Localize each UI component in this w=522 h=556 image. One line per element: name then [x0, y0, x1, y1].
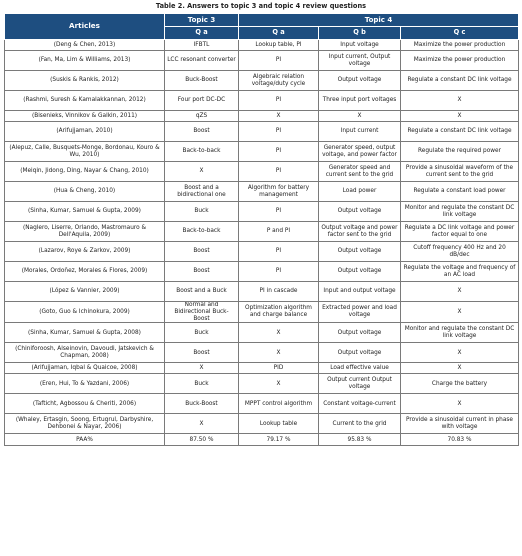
- article-cell: (Arifujjaman, 2010): [5, 122, 165, 142]
- totals-qa: 79.17 %: [239, 434, 319, 446]
- topic3-header: Topic 3: [165, 14, 239, 27]
- topic4-qb-cell: Input voltage: [319, 40, 401, 51]
- topic4-qb-cell: Extracted power and load voltage: [319, 302, 401, 323]
- table-body: [5, 40, 519, 434]
- topic4-qa-cell: PI in cascade: [239, 282, 319, 302]
- topic4-qa-cell: MPPT control algorithm: [239, 394, 319, 414]
- article-cell: (López & Vannier, 2009): [5, 282, 165, 302]
- topic3-cell: Back-to-back: [165, 142, 239, 162]
- table-row: [5, 222, 519, 242]
- article-cell: (Morales, Ordoñez, Morales & Flores, 2009): [5, 262, 165, 282]
- topic4-qc-cell: Regulate a constant load power: [401, 182, 519, 202]
- review-table: [4, 13, 519, 446]
- topic3-cell: Boost: [165, 343, 239, 363]
- topic4-qc-cell: Cutoff frequency 400 Hz and 20 dB/dec: [401, 242, 519, 262]
- topic4-qa-cell: PI: [239, 162, 319, 182]
- article-cell: (Arifujjaman, Iqbal & Quaicoe, 2008): [5, 363, 165, 374]
- topic4-qa-cell: X: [239, 111, 319, 122]
- topic4-qc-cell: Regulate the voltage and frequency of an AC load: [401, 262, 519, 282]
- table-row: [5, 343, 519, 363]
- topic4-qc-cell: Regulate a constant DC link voltage: [401, 71, 519, 91]
- topic4-qb-cell: Three input port voltages: [319, 91, 401, 111]
- table-row: [5, 142, 519, 162]
- table-row: [5, 182, 519, 202]
- article-cell: (Eren, Hui, To & Yazdani, 2006): [5, 374, 165, 394]
- topic4-qc-cell: Provide a sinusoidal current in phase with voltage: [401, 414, 519, 434]
- topic4-qa-cell: PI: [239, 91, 319, 111]
- topic3-cell: Buck: [165, 323, 239, 343]
- article-cell: (Sinha, Kumar, Samuel & Gupta, 2009): [5, 202, 165, 222]
- article-cell: (Sinha, Kumar, Samuel & Gupta, 2008): [5, 323, 165, 343]
- article-cell: (Bisenieks, Vinnikov & Galkin, 2011): [5, 111, 165, 122]
- table-row: [5, 242, 519, 262]
- topic4-header: Topic 4: [239, 14, 519, 27]
- table-row: [5, 122, 519, 142]
- table-header: [5, 14, 519, 40]
- topic4-qa-cell: X: [239, 323, 319, 343]
- topic3-cell: X: [165, 414, 239, 434]
- topic4-qa-cell: PI: [239, 242, 319, 262]
- topic4-qb-cell: Output voltage and power factor sent to the grid: [319, 222, 401, 242]
- topic4-qc-cell: X: [401, 111, 519, 122]
- table-row: [5, 302, 519, 323]
- topic4-qa-cell: Algebraic relation voltage/duty cycle: [239, 71, 319, 91]
- totals-topic3: 87.50 %: [165, 434, 239, 446]
- topic3-cell: X: [165, 162, 239, 182]
- topic3-cell: Boost: [165, 242, 239, 262]
- article-cell: (Suskis & Rankis, 2012): [5, 71, 165, 91]
- topic4-qa-cell: X: [239, 343, 319, 363]
- topic4-qc-cell: X: [401, 394, 519, 414]
- topic4-qc-cell: X: [401, 343, 519, 363]
- topic4-qa-cell: Algorithm for battery management: [239, 182, 319, 202]
- topic4-qc-cell: X: [401, 91, 519, 111]
- topic4-qc-cell: Maximize the power production: [401, 40, 519, 51]
- topic4-qa-header: Q a: [239, 27, 319, 40]
- topic4-qa-cell: PI: [239, 262, 319, 282]
- article-cell: (Deng & Chen, 2013): [5, 40, 165, 51]
- topic4-qb-cell: Output current Output voltage: [319, 374, 401, 394]
- topic4-qa-cell: X: [239, 374, 319, 394]
- topic4-qb-cell: Output voltage: [319, 242, 401, 262]
- article-cell: (Meiqin, Jidong, Ding, Nayar & Chang, 2010): [5, 162, 165, 182]
- table-row: [5, 282, 519, 302]
- topic3-cell: Buck: [165, 202, 239, 222]
- topic4-qb-cell: Output voltage: [319, 71, 401, 91]
- table-row: [5, 363, 519, 374]
- article-cell: (Rashmi, Suresh & Kamalakkannan, 2012): [5, 91, 165, 111]
- table-row: [5, 202, 519, 222]
- table-row: [5, 51, 519, 71]
- topic3-cell: Buck-Boost: [165, 394, 239, 414]
- topic4-qc-cell: Regulate the required power: [401, 142, 519, 162]
- table-row: [5, 40, 519, 51]
- topic4-qc-cell: X: [401, 282, 519, 302]
- topic4-qc-cell: Provide a sinusoidal waveform of the current sent to the grid: [401, 162, 519, 182]
- topic4-qb-cell: Load power: [319, 182, 401, 202]
- topic4-qb-cell: Generator speed, output voltage, and power factor: [319, 142, 401, 162]
- topic4-qa-cell: PI: [239, 51, 319, 71]
- topic4-qc-cell: Monitor and regulate the constant DC link voltage: [401, 202, 519, 222]
- topic3-cell: qZS: [165, 111, 239, 122]
- topic3-cell: X: [165, 363, 239, 374]
- topic4-qa-cell: PID: [239, 363, 319, 374]
- topic4-qc-cell: X: [401, 302, 519, 323]
- topic3-cell: Four port DC-DC: [165, 91, 239, 111]
- topic4-qa-cell: PI: [239, 202, 319, 222]
- table-row: [5, 111, 519, 122]
- table-row: [5, 162, 519, 182]
- topic4-qb-cell: Current to the grid: [319, 414, 401, 434]
- topic4-qc-cell: Monitor and regulate the constant DC link voltage: [401, 323, 519, 343]
- topic4-qa-cell: PI: [239, 122, 319, 142]
- topic4-qc-header: Q c: [401, 27, 519, 40]
- topic4-qb-cell: X: [319, 111, 401, 122]
- articles-header: Articles: [5, 14, 165, 40]
- topic4-qb-cell: Load effective value: [319, 363, 401, 374]
- topic4-qb-cell: Output voltage: [319, 323, 401, 343]
- topic4-qc-cell: X: [401, 363, 519, 374]
- article-cell: (Tafticht, Agbossou & Cheriti, 2006): [5, 394, 165, 414]
- totals-label: PAA%: [5, 434, 165, 446]
- topic4-qb-cell: Output voltage: [319, 202, 401, 222]
- topic3-cell: Buck-Boost: [165, 71, 239, 91]
- table-row: [5, 414, 519, 434]
- topic3-cell: Boost: [165, 122, 239, 142]
- table-row: [5, 71, 519, 91]
- table-row: [5, 91, 519, 111]
- table-row: [5, 394, 519, 414]
- topic3-cell: Boost: [165, 262, 239, 282]
- topic4-qa-cell: Lookup table, PI: [239, 40, 319, 51]
- article-cell: (Alepuz, Calle, Busquets-Monge, Bordonau, Kouro & Wu, 2010): [5, 142, 165, 162]
- totals-qb: 95.83 %: [319, 434, 401, 446]
- article-cell: (Hua & Cheng, 2010): [5, 182, 165, 202]
- table-row: [5, 262, 519, 282]
- table-caption: Table 2. Answers to topic 3 and topic 4 review questions: [155, 2, 367, 10]
- topic4-qb-cell: Output voltage: [319, 343, 401, 363]
- topic3-qa-header: Q a: [165, 27, 239, 40]
- topic4-qa-cell: P and PI: [239, 222, 319, 242]
- article-cell: (Lazarov, Roye & Zarkov, 2009): [5, 242, 165, 262]
- totals-qc: 70.83 %: [401, 434, 519, 446]
- topic4-qb-cell: Output voltage: [319, 262, 401, 282]
- topic3-cell: Normal and Bidirectional Buck-Boost: [165, 302, 239, 323]
- article-cell: (Fan, Ma, Lim & Williams, 2013): [5, 51, 165, 71]
- topic4-qb-cell: Input and output voltage: [319, 282, 401, 302]
- topic4-qc-cell: Maximize the power production: [401, 51, 519, 71]
- topic4-qa-cell: PI: [239, 142, 319, 162]
- article-cell: (Chiniforoosh, Alseinovin, Davoudi, Jatskevich & Chapman, 2008): [5, 343, 165, 363]
- topic4-qa-cell: Optimization algorithm and charge balance: [239, 302, 319, 323]
- topic4-qa-cell: Lookup table: [239, 414, 319, 434]
- topic4-qc-cell: Charge the battery: [401, 374, 519, 394]
- topic4-qb-cell: Input current, Output voltage: [319, 51, 401, 71]
- article-cell: (Naglero, Liserre, Orlando, Mastromauro & Dell'Aquila, 2009): [5, 222, 165, 242]
- table-row: [5, 374, 519, 394]
- topic3-cell: IFBTL: [165, 40, 239, 51]
- table-container: [4, 0, 518, 446]
- topic4-qb-cell: Constant voltage-current: [319, 394, 401, 414]
- article-cell: (Whaley, Ertasgin, Soong, Ertugrul, Darbyshire, Dehbonei & Nayar, 2006): [5, 414, 165, 434]
- topic3-cell: Boost and a bidirectional one: [165, 182, 239, 202]
- topic4-qb-header: Q b: [319, 27, 401, 40]
- article-cell: (Goto, Guo & Ichinokura, 2009): [5, 302, 165, 323]
- topic3-cell: LCC resonant converter: [165, 51, 239, 71]
- topic4-qb-cell: Generator speed and current sent to the grid: [319, 162, 401, 182]
- topic4-qc-cell: Regulate a constant DC link voltage: [401, 122, 519, 142]
- topic4-qc-cell: Regulate a DC link voltage and power factor equal to one: [401, 222, 519, 242]
- topic3-cell: Back-to-back: [165, 222, 239, 242]
- topic3-cell: Boost and a Buck: [165, 282, 239, 302]
- topic4-qb-cell: Input current: [319, 122, 401, 142]
- table-row: [5, 323, 519, 343]
- topic3-cell: Buck: [165, 374, 239, 394]
- totals-row: [5, 434, 519, 446]
